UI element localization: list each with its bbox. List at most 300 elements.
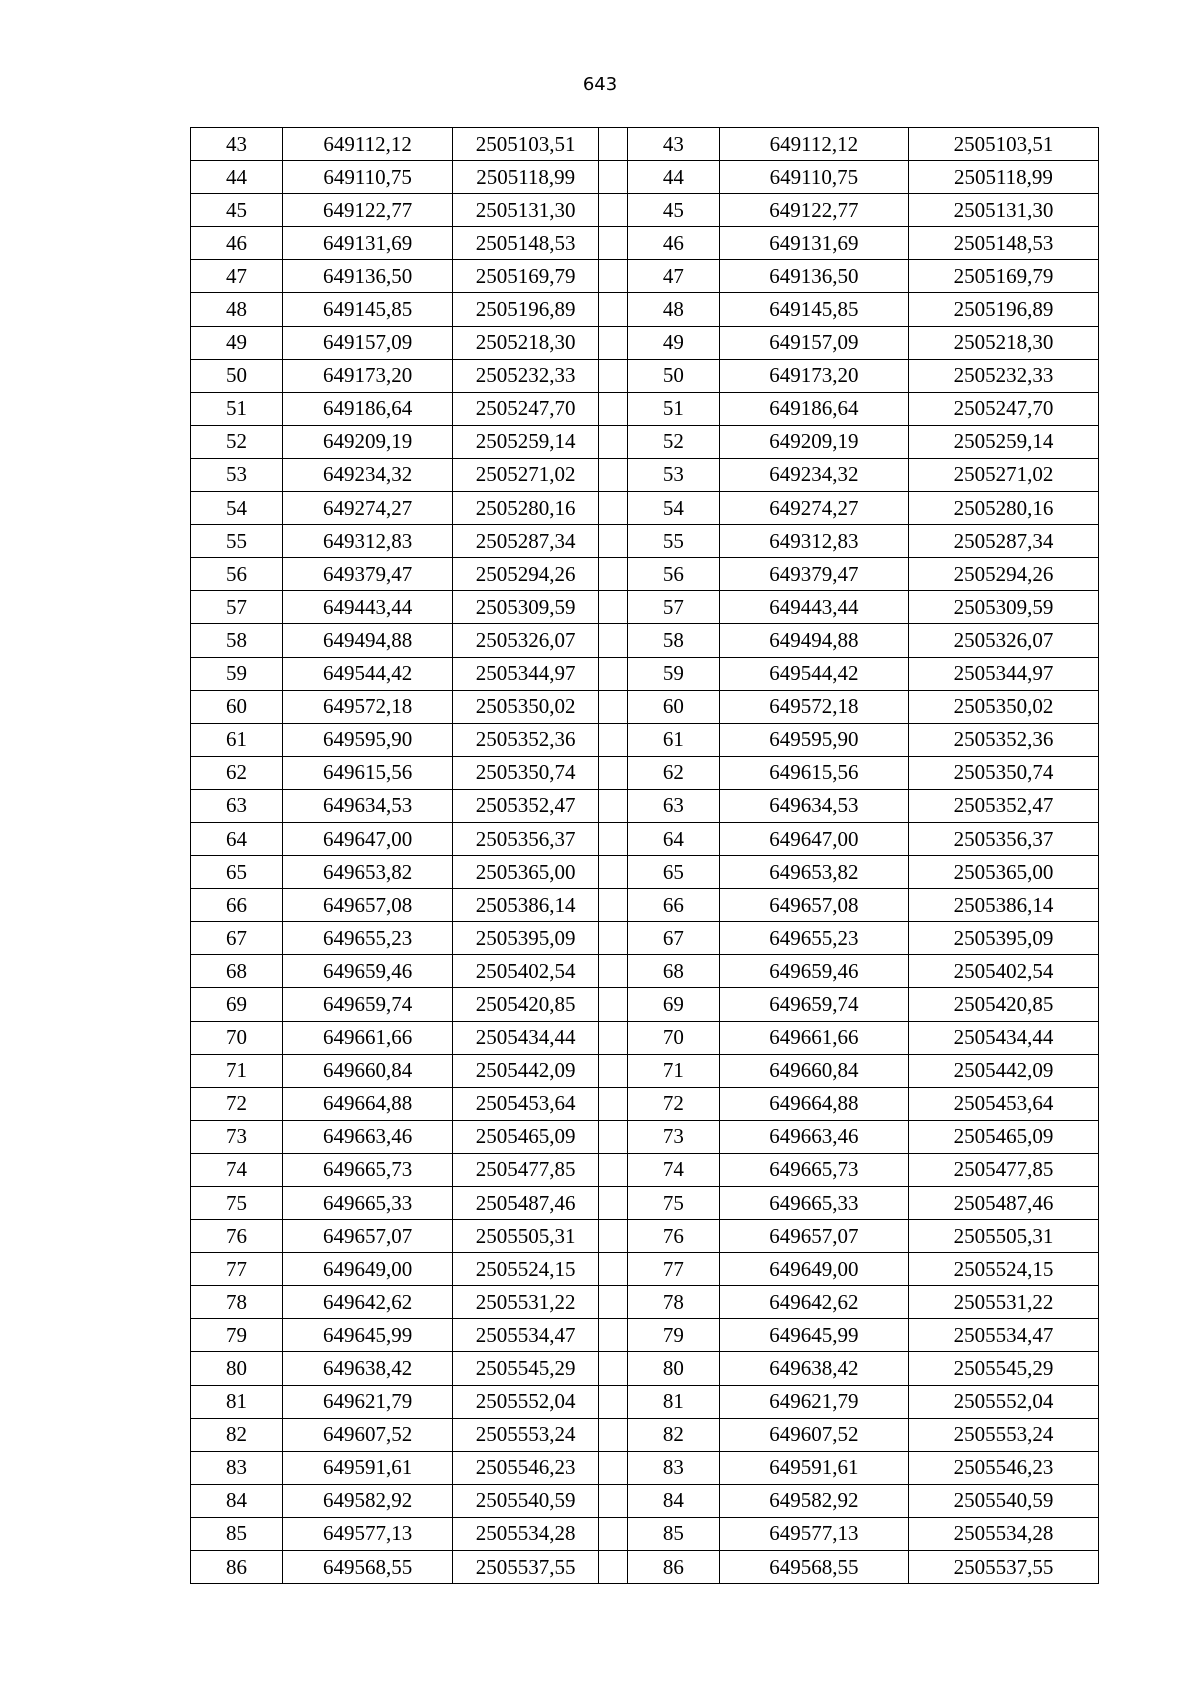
- y-coordinate-cell: 2505505,31: [453, 1220, 599, 1253]
- empty-separator-cell: [599, 1021, 628, 1054]
- point-number-cell: 71: [627, 1054, 719, 1087]
- x-coordinate-cell: 649131,69: [719, 227, 908, 260]
- x-coordinate-cell: 649615,56: [282, 756, 452, 789]
- y-coordinate-cell: 2505352,36: [908, 723, 1098, 756]
- y-coordinate-cell: 2505442,09: [908, 1054, 1098, 1087]
- y-coordinate-cell: 2505531,22: [908, 1286, 1098, 1319]
- y-coordinate-cell: 2505487,46: [908, 1187, 1098, 1220]
- point-number-cell: 86: [627, 1551, 719, 1584]
- x-coordinate-cell: 649234,32: [719, 458, 908, 491]
- empty-separator-cell: [599, 227, 628, 260]
- point-number-cell: 81: [191, 1385, 283, 1418]
- table-row: [191, 889, 1099, 922]
- point-number-cell: 43: [627, 128, 719, 161]
- x-coordinate-cell: 649665,33: [719, 1187, 908, 1220]
- y-coordinate-cell: 2505552,04: [453, 1385, 599, 1418]
- x-coordinate-cell: 649494,88: [282, 624, 452, 657]
- x-coordinate-cell: 649186,64: [282, 392, 452, 425]
- empty-separator-cell: [599, 1087, 628, 1120]
- x-coordinate-cell: 649234,32: [282, 458, 452, 491]
- point-number-cell: 64: [191, 822, 283, 855]
- x-coordinate-cell: 649647,00: [282, 822, 452, 855]
- point-number-cell: 73: [627, 1120, 719, 1153]
- y-coordinate-cell: 2505259,14: [453, 425, 599, 458]
- y-coordinate-cell: 2505294,26: [453, 558, 599, 591]
- y-coordinate-cell: 2505386,14: [908, 889, 1098, 922]
- empty-separator-cell: [599, 1319, 628, 1352]
- x-coordinate-cell: 649661,66: [282, 1021, 452, 1054]
- empty-separator-cell: [599, 425, 628, 458]
- y-coordinate-cell: 2505534,47: [453, 1319, 599, 1352]
- point-number-cell: 53: [627, 458, 719, 491]
- x-coordinate-cell: 649122,77: [719, 194, 908, 227]
- empty-separator-cell: [599, 1120, 628, 1153]
- point-number-cell: 57: [191, 591, 283, 624]
- point-number-cell: 85: [191, 1517, 283, 1550]
- x-coordinate-cell: 649136,50: [719, 260, 908, 293]
- y-coordinate-cell: 2505420,85: [453, 988, 599, 1021]
- point-number-cell: 60: [191, 690, 283, 723]
- y-coordinate-cell: 2505442,09: [453, 1054, 599, 1087]
- x-coordinate-cell: 649664,88: [719, 1087, 908, 1120]
- y-coordinate-cell: 2505271,02: [908, 458, 1098, 491]
- y-coordinate-cell: 2505386,14: [453, 889, 599, 922]
- y-coordinate-cell: 2505131,30: [908, 194, 1098, 227]
- y-coordinate-cell: 2505356,37: [908, 822, 1098, 855]
- y-coordinate-cell: 2505326,07: [908, 624, 1098, 657]
- empty-separator-cell: [599, 293, 628, 326]
- page-number: 643: [582, 74, 618, 95]
- x-coordinate-cell: 649173,20: [282, 359, 452, 392]
- table-row: [191, 1418, 1099, 1451]
- point-number-cell: 83: [191, 1451, 283, 1484]
- point-number-cell: 81: [627, 1385, 719, 1418]
- empty-separator-cell: [599, 988, 628, 1021]
- y-coordinate-cell: 2505453,64: [453, 1087, 599, 1120]
- point-number-cell: 48: [191, 293, 283, 326]
- y-coordinate-cell: 2505534,47: [908, 1319, 1098, 1352]
- y-coordinate-cell: 2505546,23: [453, 1451, 599, 1484]
- point-number-cell: 49: [627, 326, 719, 359]
- table-row: [191, 591, 1099, 624]
- point-number-cell: 50: [191, 359, 283, 392]
- x-coordinate-cell: 649653,82: [282, 856, 452, 889]
- table-row: [191, 161, 1099, 194]
- x-coordinate-cell: 649209,19: [282, 425, 452, 458]
- empty-separator-cell: [599, 856, 628, 889]
- y-coordinate-cell: 2505169,79: [453, 260, 599, 293]
- y-coordinate-cell: 2505103,51: [908, 128, 1098, 161]
- table-row: [191, 227, 1099, 260]
- x-coordinate-cell: 649186,64: [719, 392, 908, 425]
- point-number-cell: 84: [191, 1484, 283, 1517]
- x-coordinate-cell: 649312,83: [282, 525, 452, 558]
- y-coordinate-cell: 2505326,07: [453, 624, 599, 657]
- table-row: [191, 822, 1099, 855]
- x-coordinate-cell: 649110,75: [719, 161, 908, 194]
- y-coordinate-cell: 2505465,09: [453, 1120, 599, 1153]
- y-coordinate-cell: 2505524,15: [453, 1253, 599, 1286]
- empty-separator-cell: [599, 492, 628, 525]
- table-row: [191, 756, 1099, 789]
- x-coordinate-cell: 649659,74: [719, 988, 908, 1021]
- empty-separator-cell: [599, 1286, 628, 1319]
- point-number-cell: 79: [191, 1319, 283, 1352]
- point-number-cell: 71: [191, 1054, 283, 1087]
- x-coordinate-cell: 649122,77: [282, 194, 452, 227]
- y-coordinate-cell: 2505352,47: [453, 789, 599, 822]
- table-row: [191, 1451, 1099, 1484]
- point-number-cell: 68: [627, 955, 719, 988]
- empty-separator-cell: [599, 1451, 628, 1484]
- x-coordinate-cell: 649112,12: [719, 128, 908, 161]
- y-coordinate-cell: 2505344,97: [453, 657, 599, 690]
- point-number-cell: 84: [627, 1484, 719, 1517]
- point-number-cell: 65: [627, 856, 719, 889]
- x-coordinate-cell: 649638,42: [719, 1352, 908, 1385]
- y-coordinate-cell: 2505118,99: [908, 161, 1098, 194]
- y-coordinate-cell: 2505402,54: [453, 955, 599, 988]
- point-number-cell: 78: [627, 1286, 719, 1319]
- y-coordinate-cell: 2505350,02: [908, 690, 1098, 723]
- table-row: [191, 1187, 1099, 1220]
- empty-separator-cell: [599, 657, 628, 690]
- x-coordinate-cell: 649660,84: [719, 1054, 908, 1087]
- x-coordinate-cell: 649607,52: [719, 1418, 908, 1451]
- y-coordinate-cell: 2505103,51: [453, 128, 599, 161]
- x-coordinate-cell: 649595,90: [282, 723, 452, 756]
- y-coordinate-cell: 2505546,23: [908, 1451, 1098, 1484]
- y-coordinate-cell: 2505350,74: [453, 756, 599, 789]
- table-row: [191, 326, 1099, 359]
- y-coordinate-cell: 2505552,04: [908, 1385, 1098, 1418]
- table-row: [191, 260, 1099, 293]
- x-coordinate-cell: 649638,42: [282, 1352, 452, 1385]
- x-coordinate-cell: 649312,83: [719, 525, 908, 558]
- y-coordinate-cell: 2505169,79: [908, 260, 1098, 293]
- y-coordinate-cell: 2505352,47: [908, 789, 1098, 822]
- point-number-cell: 50: [627, 359, 719, 392]
- table-row: [191, 1517, 1099, 1550]
- table-row: [191, 1484, 1099, 1517]
- table-row: [191, 1021, 1099, 1054]
- point-number-cell: 69: [191, 988, 283, 1021]
- y-coordinate-cell: 2505218,30: [453, 326, 599, 359]
- table-row: [191, 922, 1099, 955]
- empty-separator-cell: [599, 889, 628, 922]
- x-coordinate-cell: 649657,07: [282, 1220, 452, 1253]
- table-row: [191, 1120, 1099, 1153]
- table-row: [191, 856, 1099, 889]
- y-coordinate-cell: 2505247,70: [453, 392, 599, 425]
- x-coordinate-cell: 649544,42: [282, 657, 452, 690]
- point-number-cell: 82: [627, 1418, 719, 1451]
- y-coordinate-cell: 2505434,44: [453, 1021, 599, 1054]
- point-number-cell: 78: [191, 1286, 283, 1319]
- x-coordinate-cell: 649110,75: [282, 161, 452, 194]
- empty-separator-cell: [599, 1484, 628, 1517]
- point-number-cell: 43: [191, 128, 283, 161]
- point-number-cell: 76: [627, 1220, 719, 1253]
- x-coordinate-cell: 649443,44: [719, 591, 908, 624]
- point-number-cell: 85: [627, 1517, 719, 1550]
- table-row: [191, 988, 1099, 1021]
- x-coordinate-cell: 649645,99: [719, 1319, 908, 1352]
- y-coordinate-cell: 2505287,34: [908, 525, 1098, 558]
- y-coordinate-cell: 2505434,44: [908, 1021, 1098, 1054]
- x-coordinate-cell: 649657,08: [719, 889, 908, 922]
- empty-separator-cell: [599, 1253, 628, 1286]
- x-coordinate-cell: 649660,84: [282, 1054, 452, 1087]
- x-coordinate-cell: 649634,53: [719, 789, 908, 822]
- point-number-cell: 67: [627, 922, 719, 955]
- x-coordinate-cell: 649621,79: [282, 1385, 452, 1418]
- point-number-cell: 69: [627, 988, 719, 1021]
- table-row: [191, 1286, 1099, 1319]
- x-coordinate-cell: 649209,19: [719, 425, 908, 458]
- y-coordinate-cell: 2505465,09: [908, 1120, 1098, 1153]
- table-row: [191, 1319, 1099, 1352]
- point-number-cell: 56: [627, 558, 719, 591]
- point-number-cell: 65: [191, 856, 283, 889]
- empty-separator-cell: [599, 326, 628, 359]
- point-number-cell: 72: [191, 1087, 283, 1120]
- y-coordinate-cell: 2505531,22: [453, 1286, 599, 1319]
- empty-separator-cell: [599, 1385, 628, 1418]
- y-coordinate-cell: 2505545,29: [908, 1352, 1098, 1385]
- empty-separator-cell: [599, 1054, 628, 1087]
- y-coordinate-cell: 2505402,54: [908, 955, 1098, 988]
- y-coordinate-cell: 2505477,85: [908, 1153, 1098, 1186]
- y-coordinate-cell: 2505534,28: [453, 1517, 599, 1550]
- table-row: [191, 723, 1099, 756]
- point-number-cell: 51: [627, 392, 719, 425]
- coordinates-table: [190, 127, 1099, 1584]
- y-coordinate-cell: 2505280,16: [453, 492, 599, 525]
- y-coordinate-cell: 2505524,15: [908, 1253, 1098, 1286]
- point-number-cell: 59: [191, 657, 283, 690]
- point-number-cell: 52: [191, 425, 283, 458]
- x-coordinate-cell: 649582,92: [719, 1484, 908, 1517]
- point-number-cell: 54: [627, 492, 719, 525]
- empty-separator-cell: [599, 128, 628, 161]
- point-number-cell: 70: [627, 1021, 719, 1054]
- point-number-cell: 86: [191, 1551, 283, 1584]
- x-coordinate-cell: 649665,73: [282, 1153, 452, 1186]
- x-coordinate-cell: 649645,99: [282, 1319, 452, 1352]
- y-coordinate-cell: 2505553,24: [453, 1418, 599, 1451]
- y-coordinate-cell: 2505280,16: [908, 492, 1098, 525]
- point-number-cell: 44: [191, 161, 283, 194]
- point-number-cell: 45: [627, 194, 719, 227]
- x-coordinate-cell: 649649,00: [282, 1253, 452, 1286]
- table-row: [191, 194, 1099, 227]
- y-coordinate-cell: 2505232,33: [908, 359, 1098, 392]
- x-coordinate-cell: 649112,12: [282, 128, 452, 161]
- empty-separator-cell: [599, 591, 628, 624]
- point-number-cell: 73: [191, 1120, 283, 1153]
- table-row: [191, 359, 1099, 392]
- point-number-cell: 77: [191, 1253, 283, 1286]
- empty-separator-cell: [599, 1220, 628, 1253]
- table-row: [191, 1385, 1099, 1418]
- y-coordinate-cell: 2505118,99: [453, 161, 599, 194]
- empty-separator-cell: [599, 525, 628, 558]
- x-coordinate-cell: 649659,74: [282, 988, 452, 1021]
- point-number-cell: 53: [191, 458, 283, 491]
- x-coordinate-cell: 649145,85: [282, 293, 452, 326]
- table-row: [191, 1153, 1099, 1186]
- y-coordinate-cell: 2505477,85: [453, 1153, 599, 1186]
- table-row: [191, 955, 1099, 988]
- y-coordinate-cell: 2505196,89: [453, 293, 599, 326]
- y-coordinate-cell: 2505232,33: [453, 359, 599, 392]
- empty-separator-cell: [599, 359, 628, 392]
- x-coordinate-cell: 649494,88: [719, 624, 908, 657]
- point-number-cell: 57: [627, 591, 719, 624]
- y-coordinate-cell: 2505350,02: [453, 690, 599, 723]
- empty-separator-cell: [599, 1153, 628, 1186]
- x-coordinate-cell: 649274,27: [282, 492, 452, 525]
- x-coordinate-cell: 649655,23: [282, 922, 452, 955]
- y-coordinate-cell: 2505365,00: [908, 856, 1098, 889]
- point-number-cell: 72: [627, 1087, 719, 1120]
- x-coordinate-cell: 649572,18: [719, 690, 908, 723]
- point-number-cell: 46: [191, 227, 283, 260]
- point-number-cell: 70: [191, 1021, 283, 1054]
- x-coordinate-cell: 649568,55: [719, 1551, 908, 1584]
- point-number-cell: 76: [191, 1220, 283, 1253]
- y-coordinate-cell: 2505537,55: [453, 1551, 599, 1584]
- point-number-cell: 52: [627, 425, 719, 458]
- empty-separator-cell: [599, 922, 628, 955]
- y-coordinate-cell: 2505148,53: [453, 227, 599, 260]
- table-row: [191, 1220, 1099, 1253]
- point-number-cell: 62: [191, 756, 283, 789]
- empty-separator-cell: [599, 756, 628, 789]
- point-number-cell: 49: [191, 326, 283, 359]
- x-coordinate-cell: 649657,07: [719, 1220, 908, 1253]
- empty-separator-cell: [599, 955, 628, 988]
- x-coordinate-cell: 649665,33: [282, 1187, 452, 1220]
- y-coordinate-cell: 2505534,28: [908, 1517, 1098, 1550]
- empty-separator-cell: [599, 1352, 628, 1385]
- y-coordinate-cell: 2505540,59: [908, 1484, 1098, 1517]
- table-row: [191, 425, 1099, 458]
- y-coordinate-cell: 2505395,09: [908, 922, 1098, 955]
- point-number-cell: 47: [627, 260, 719, 293]
- point-number-cell: 74: [191, 1153, 283, 1186]
- x-coordinate-cell: 649607,52: [282, 1418, 452, 1451]
- x-coordinate-cell: 649595,90: [719, 723, 908, 756]
- x-coordinate-cell: 649642,62: [719, 1286, 908, 1319]
- point-number-cell: 80: [627, 1352, 719, 1385]
- y-coordinate-cell: 2505540,59: [453, 1484, 599, 1517]
- empty-separator-cell: [599, 1517, 628, 1550]
- x-coordinate-cell: 649664,88: [282, 1087, 452, 1120]
- y-coordinate-cell: 2505196,89: [908, 293, 1098, 326]
- point-number-cell: 62: [627, 756, 719, 789]
- empty-separator-cell: [599, 723, 628, 756]
- table-row: [191, 789, 1099, 822]
- x-coordinate-cell: 649621,79: [719, 1385, 908, 1418]
- point-number-cell: 58: [191, 624, 283, 657]
- x-coordinate-cell: 649647,00: [719, 822, 908, 855]
- x-coordinate-cell: 649657,08: [282, 889, 452, 922]
- table-row: [191, 1054, 1099, 1087]
- y-coordinate-cell: 2505350,74: [908, 756, 1098, 789]
- x-coordinate-cell: 649615,56: [719, 756, 908, 789]
- empty-separator-cell: [599, 789, 628, 822]
- y-coordinate-cell: 2505259,14: [908, 425, 1098, 458]
- x-coordinate-cell: 649653,82: [719, 856, 908, 889]
- x-coordinate-cell: 649665,73: [719, 1153, 908, 1186]
- x-coordinate-cell: 649274,27: [719, 492, 908, 525]
- x-coordinate-cell: 649131,69: [282, 227, 452, 260]
- y-coordinate-cell: 2505553,24: [908, 1418, 1098, 1451]
- y-coordinate-cell: 2505420,85: [908, 988, 1098, 1021]
- point-number-cell: 46: [627, 227, 719, 260]
- y-coordinate-cell: 2505453,64: [908, 1087, 1098, 1120]
- y-coordinate-cell: 2505218,30: [908, 326, 1098, 359]
- x-coordinate-cell: 649591,61: [282, 1451, 452, 1484]
- empty-separator-cell: [599, 1187, 628, 1220]
- table-row: [191, 525, 1099, 558]
- table-row: [191, 657, 1099, 690]
- x-coordinate-cell: 649157,09: [282, 326, 452, 359]
- point-number-cell: 82: [191, 1418, 283, 1451]
- x-coordinate-cell: 649379,47: [282, 558, 452, 591]
- point-number-cell: 45: [191, 194, 283, 227]
- x-coordinate-cell: 649591,61: [719, 1451, 908, 1484]
- point-number-cell: 59: [627, 657, 719, 690]
- point-number-cell: 75: [627, 1187, 719, 1220]
- point-number-cell: 68: [191, 955, 283, 988]
- empty-separator-cell: [599, 1551, 628, 1584]
- y-coordinate-cell: 2505487,46: [453, 1187, 599, 1220]
- point-number-cell: 44: [627, 161, 719, 194]
- x-coordinate-cell: 649663,46: [719, 1120, 908, 1153]
- table-row: [191, 1352, 1099, 1385]
- empty-separator-cell: [599, 458, 628, 491]
- x-coordinate-cell: 649659,46: [719, 955, 908, 988]
- x-coordinate-cell: 649577,13: [719, 1517, 908, 1550]
- point-number-cell: 74: [627, 1153, 719, 1186]
- y-coordinate-cell: 2505309,59: [908, 591, 1098, 624]
- table-row: [191, 392, 1099, 425]
- empty-separator-cell: [599, 624, 628, 657]
- point-number-cell: 63: [191, 789, 283, 822]
- y-coordinate-cell: 2505545,29: [453, 1352, 599, 1385]
- x-coordinate-cell: 649572,18: [282, 690, 452, 723]
- point-number-cell: 56: [191, 558, 283, 591]
- point-number-cell: 75: [191, 1187, 283, 1220]
- table-row: [191, 128, 1099, 161]
- point-number-cell: 47: [191, 260, 283, 293]
- x-coordinate-cell: 649443,44: [282, 591, 452, 624]
- y-coordinate-cell: 2505537,55: [908, 1551, 1098, 1584]
- x-coordinate-cell: 649655,23: [719, 922, 908, 955]
- table-row: [191, 293, 1099, 326]
- point-number-cell: 83: [627, 1451, 719, 1484]
- point-number-cell: 79: [627, 1319, 719, 1352]
- x-coordinate-cell: 649582,92: [282, 1484, 452, 1517]
- x-coordinate-cell: 649145,85: [719, 293, 908, 326]
- point-number-cell: 55: [627, 525, 719, 558]
- point-number-cell: 66: [627, 889, 719, 922]
- y-coordinate-cell: 2505148,53: [908, 227, 1098, 260]
- point-number-cell: 61: [627, 723, 719, 756]
